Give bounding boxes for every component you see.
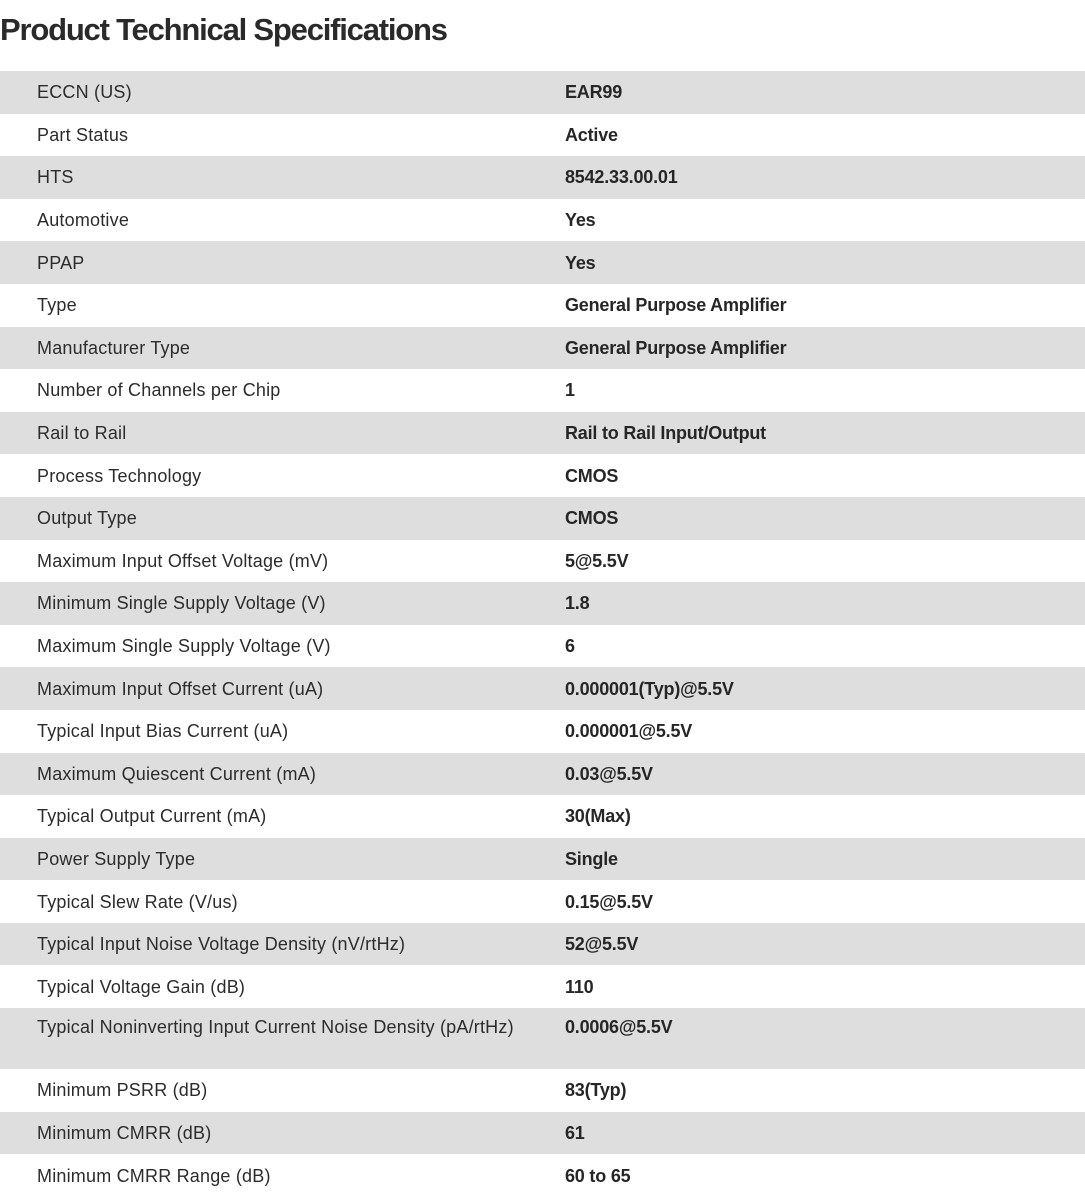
spec-value: Yes [565,241,1085,284]
spec-label: Typical Output Current (mA) [37,806,267,827]
spec-value: 6 [565,636,575,657]
page-title: Product Technical Specifications [0,12,447,47]
spec-value: EAR99 [565,71,1085,114]
spec-value: Single [565,838,1085,881]
spec-label: Rail to Rail [0,412,565,455]
spec-label: Typical Voltage Gain (dB) [37,976,246,997]
table-row [0,710,1085,753]
table-row [0,1112,1085,1155]
table-row [0,625,1085,668]
spec-value: Rail to Rail Input/Output [565,412,1085,455]
spec-label: Typical Input Bias Current (uA) [37,721,289,742]
table-row [0,71,1085,114]
spec-value: 5@5.5V [565,550,629,571]
table-row [0,412,1085,455]
spec-table [0,71,1085,1197]
spec-value: 52@5.5V [565,923,1085,966]
table-row [0,1154,1085,1197]
spec-label: Type [37,295,77,316]
table-row [0,923,1085,966]
spec-label: Maximum Quiescent Current (mA) [0,753,565,796]
table-row [0,582,1085,625]
spec-value: 0.03@5.5V [565,753,1085,796]
spec-table-body [0,71,1085,1197]
table-row [0,199,1085,242]
spec-label: Output Type [0,497,565,540]
table-row [0,327,1085,370]
spec-value: 30(Max) [565,806,631,827]
table-row [0,838,1085,881]
spec-label: Minimum CMRR (dB) [0,1112,565,1155]
spec-label: Minimum PSRR (dB) [37,1080,208,1101]
spec-label: Typical Input Noise Voltage Density (nV/rtHz) [0,923,565,966]
spec-label: ECCN (US) [0,71,565,114]
spec-value: Active [565,124,618,145]
table-row [0,753,1085,796]
spec-value: 8542.33.00.01 [565,156,1085,199]
table-row [0,965,1085,1008]
spec-value: 83(Typ) [565,1080,627,1101]
spec-label: Maximum Input Offset Voltage (mV) [37,550,329,571]
spec-label: Manufacturer Type [0,327,565,370]
spec-label: Automotive [37,210,130,231]
spec-value: 0.0006@5.5V [565,1008,1085,1069]
spec-label: HTS [0,156,565,199]
spec-value: Yes [565,210,596,231]
spec-value: 60 to 65 [565,1165,631,1186]
spec-value: 1.8 [565,582,1085,625]
spec-value: General Purpose Amplifier [565,327,1085,370]
table-row [0,241,1085,284]
spec-label: Typical Slew Rate (V/us) [37,891,238,912]
spec-label: Maximum Single Supply Voltage (V) [37,636,331,657]
spec-value: 0.000001(Typ)@5.5V [565,667,1085,710]
spec-label: Number of Channels per Chip [37,380,281,401]
table-row [0,284,1085,327]
table-row [0,540,1085,583]
spec-label: Minimum Single Supply Voltage (V) [0,582,565,625]
table-row [0,1069,1085,1112]
spec-value: 61 [565,1112,1085,1155]
table-row [0,667,1085,710]
spec-value: CMOS [565,497,1085,540]
spec-value: General Purpose Amplifier [565,295,787,316]
table-row [0,114,1085,157]
table-row [0,1008,1085,1069]
spec-value: 0.000001@5.5V [565,721,693,742]
spec-label: Minimum CMRR Range (dB) [37,1165,271,1186]
spec-value: 1 [565,380,575,401]
spec-label: Process Technology [37,465,202,486]
spec-value: CMOS [565,465,619,486]
table-row [0,454,1085,497]
table-row [0,156,1085,199]
spec-label: Power Supply Type [0,838,565,881]
spec-label: Part Status [37,124,129,145]
spec-value: 110 [565,976,594,997]
spec-label: PPAP [0,241,565,284]
table-row [0,795,1085,838]
table-row [0,880,1085,923]
spec-value: 0.15@5.5V [565,891,653,912]
table-row [0,497,1085,540]
spec-label: Typical Noninverting Input Current Noise Density (pA/rtHz) [0,1008,565,1069]
table-row [0,369,1085,412]
spec-label: Maximum Input Offset Current (uA) [0,667,565,710]
